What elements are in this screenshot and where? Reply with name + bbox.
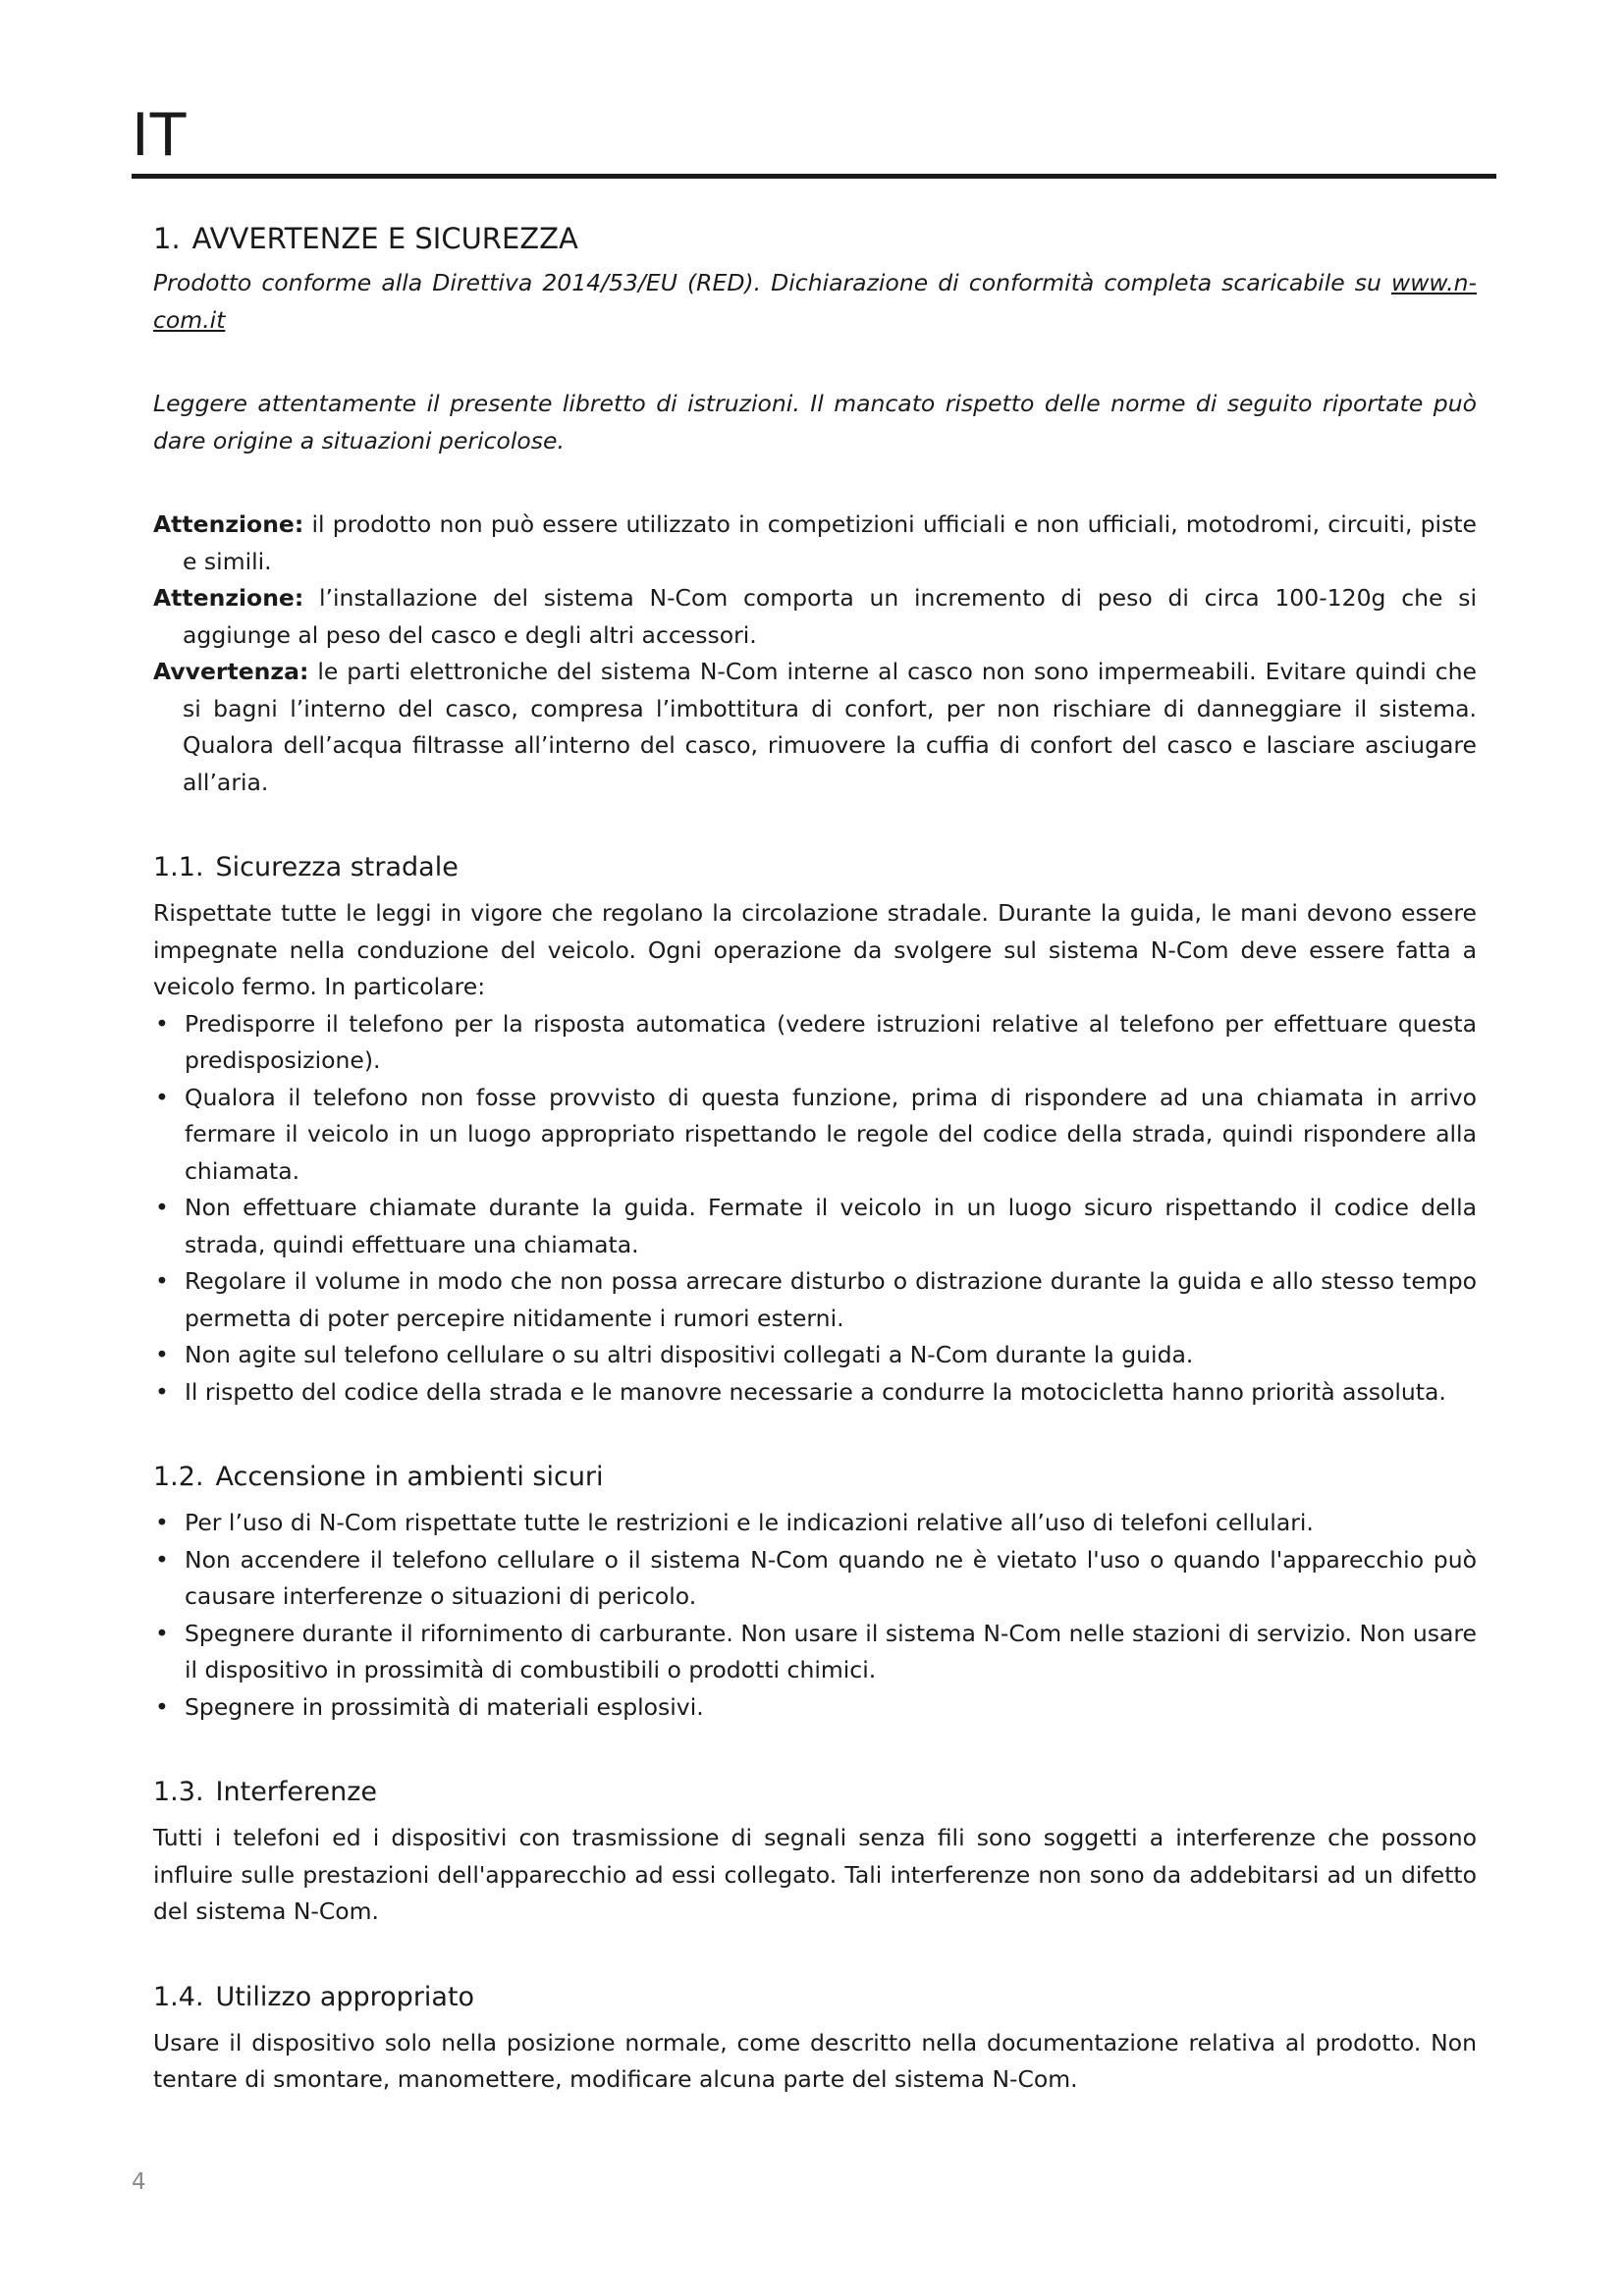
website-link[interactable]: www.n-com.it [153, 269, 1477, 334]
list-item: • Spegnere durante il rifornimento di carburante. Non usare il sistema N-Com nelle stazioni di servizio. Non usare il dispositivo in prossimità di combustibili o prodotti chimici. [153, 1616, 1477, 1689]
conformity-text: Prodotto conforme alla Direttiva 2014/53/EU (RED). Dichiarazione di conformità completa scaricabile su [153, 269, 1381, 296]
section-number: 1.2. [153, 1462, 204, 1492]
warning-item [153, 580, 1477, 654]
list-item: • Non agite sul telefono cellulare o su altri dispositivi collegati a N-Com durante la guida. [153, 1337, 1477, 1374]
warning-text: le parti elettroniche del sistema N-Com interne al casco non sono impermeabili. Evitare quindi che si bagni l’interno del casco, compresa l’imbottitura di confort, per non rischiare di danneggiare il sistema. Qualora dell’acqua filtrasse all’interno del casco, rimuovere la cuffia di confort del casco e lasciare asciugare all’aria. [183, 658, 1477, 796]
list-item: • Il rispetto del codice della strada e le manovre necessarie a condurre la motocicletta hanno priorità assoluta. [153, 1374, 1477, 1412]
section-heading-1 [153, 218, 1477, 259]
section-title: Interferenze [215, 1777, 378, 1807]
warning-label: Attenzione: [153, 510, 304, 538]
list-item: • Regolare il volume in modo che non possa arrecare disturbo o distrazione durante la guida e allo stesso tempo permetta di poter percepire nitidamente i rumori esterni. [153, 1263, 1477, 1337]
page-number: 4 [132, 2169, 146, 2195]
list-item: • Predisporre il telefono per la risposta automatica (vedere istruzioni relative al telefono per effettuare questa predisposizione). [153, 1006, 1477, 1080]
section-heading-1-2 [153, 1458, 1477, 1497]
warning-label: Avvertenza: [153, 658, 309, 685]
section-number: 1.4. [153, 1981, 204, 2012]
section-title: Utilizzo appropriato [215, 1981, 475, 2012]
section-number: 1. [153, 222, 181, 255]
safe-environment-list [153, 1505, 1477, 1726]
section-title: Sicurezza stradale [215, 852, 459, 882]
warnings-list [153, 507, 1477, 801]
road-safety-intro: Rispettate tutte le leggi in vigore che regolano la circolazione stradale. Durante la guida, le mani devono essere impegnate nella conduzione del veicolo. Ogni operazione da svolgere sul sistema N-Com deve essere fatta a veicolo fermo. In particolare: [153, 899, 1477, 1000]
interference-text: Tutti i telefoni ed i dispositivi con trasmissione di segnali senza fili sono soggetti a interferenze che possono influire sulle prestazioni dell'apparecchio ad essi collegato. Tali interferenze non sono da addebitarsi ad un difetto del sistema N-Com. [153, 1824, 1477, 1925]
section-title: Accensione in ambienti sicuri [215, 1462, 604, 1492]
list-item: • Non effettuare chiamate durante la guida. Fermate il veicolo in un luogo sicuro rispettando il codice della strada, quindi effettuare una chiamata. [153, 1190, 1477, 1263]
section-title: AVVERTENZE E SICUREZZA [191, 222, 578, 255]
warning-text: l’installazione del sistema N-Com comporta un incremento di peso di circa 100-120g che si aggiunge al peso del casco e degli altri accessori. [183, 584, 1477, 649]
list-item: • Non accendere il telefono cellulare o il sistema N-Com quando ne è vietato l'uso o quando l'apparecchio può causare interferenze o situazioni di pericolo. [153, 1542, 1477, 1616]
conformity-statement [153, 265, 1477, 339]
warning-label: Attenzione: [153, 584, 304, 612]
warning-item [153, 507, 1477, 580]
page-content [153, 218, 1477, 2099]
section-heading-1-4 [153, 1978, 1477, 2017]
appropriate-use-text: Usare il dispositivo solo nella posizione normale, come descritto nella documentazione relativa al prodotto. Non tentare di smontare, manomettere, modificare alcuna parte del sistema N-Com. [153, 2028, 1477, 2093]
language-code: IT [132, 101, 188, 170]
warning-text: il prodotto non può essere utilizzato in competizioni ufficiali e non ufficiali, motodromi, circuiti, piste e simili. [183, 510, 1477, 575]
section-number: 1.3. [153, 1777, 204, 1807]
read-instructions-warning: Leggere attentamente il presente libretto di istruzioni. Il mancato rispetto delle norme di seguito riportate può dare origine a situazioni pericolose. [153, 390, 1477, 454]
list-item: • Spegnere in prossimità di materiali esplosivi. [153, 1689, 1477, 1727]
header-divider [132, 174, 1496, 179]
section-heading-1-1 [153, 848, 1477, 887]
warning-item [153, 654, 1477, 801]
section-heading-1-3 [153, 1773, 1477, 1812]
list-item: • Per l’uso di N-Com rispettate tutte le restrizioni e le indicazioni relative all’uso di telefoni cellulari. [153, 1505, 1477, 1542]
section-number: 1.1. [153, 852, 204, 882]
list-item: • Qualora il telefono non fosse provvisto di questa funzione, prima di rispondere ad una chiamata in arrivo fermare il veicolo in un luogo appropriato rispettando le regole del codice della strada, quindi rispondere alla chiamata. [153, 1080, 1477, 1191]
road-safety-list [153, 1006, 1477, 1412]
